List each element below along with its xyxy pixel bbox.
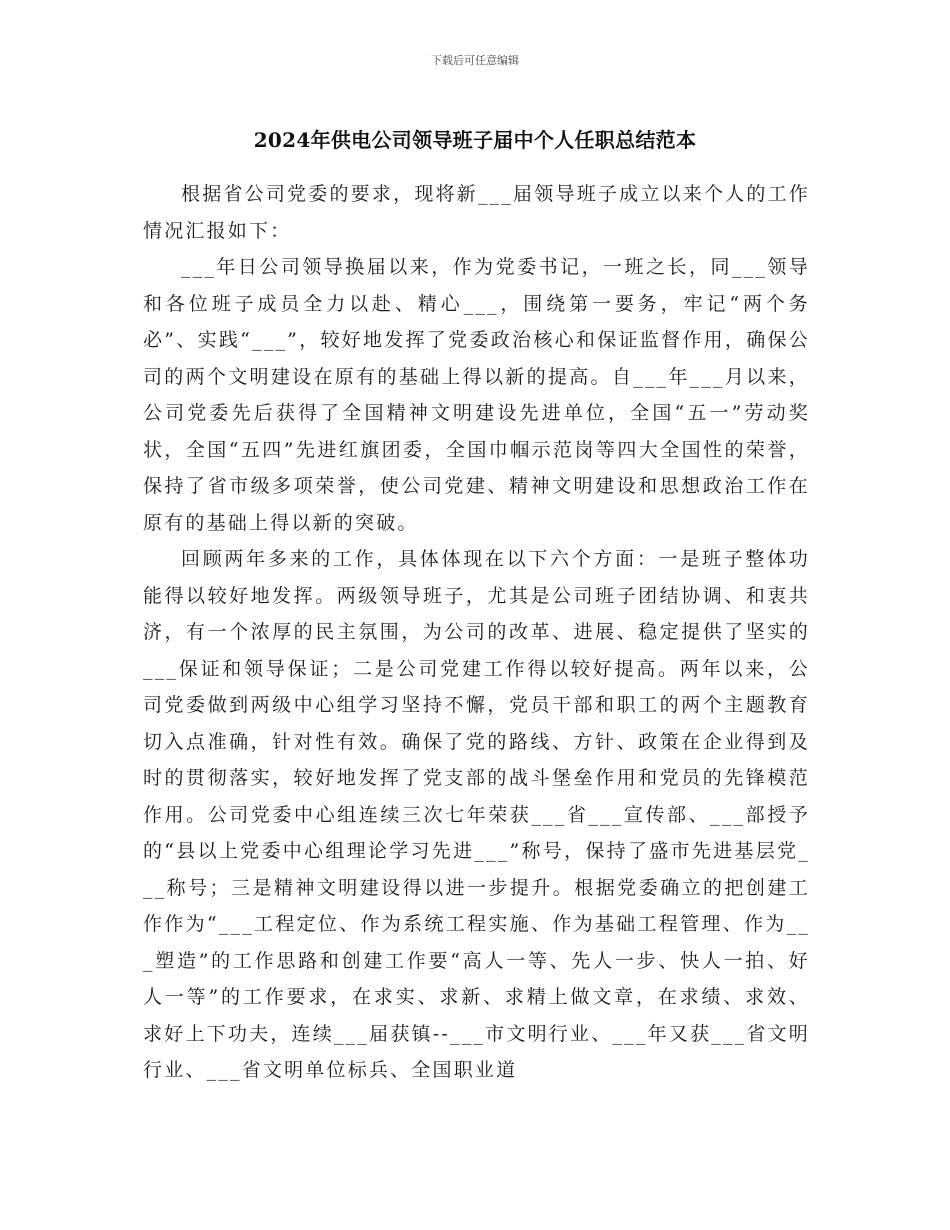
page-header-note: 下载后可任意编辑	[431, 54, 519, 67]
document-title: 2024年供电公司领导班子届中个人任职总结范本	[253, 128, 697, 152]
paragraph-intro: 根据省公司党委的要求，现将新___届领导班子成立以来个人的工作情况汇报如下：	[143, 183, 810, 242]
paragraph-achievements: ___年日公司领导换届以来，作为党委书记，一班之长，同___领导和各位班子成员全力以赴、精心___，围绕第一要务，牢记“两个务必”、实践“___”，较好地发挥了党委政治核心和保证监督作用，确保公司的两个文明建设在原有的基础上得以新的提高。自___年___月以来，公司党委先后获得了全国精神文明建设先进单位，全国“五一”劳动奖状，全国“五四”先进红旗团委，全国巾帼示范岗等四大全国性的荣誉，保持了省市级多项荣誉，使公司党建、精神文明建设和思想政治工作在原有的基础上得以新的突破。	[143, 256, 810, 534]
paragraph-review: 回顾两年多来的工作，具体体现在以下六个方面：一是班子整体功能得以较好地发挥。两级领导班子，尤其是公司班子团结协调、和衷共济，有一个浓厚的民主氛围，为公司的改革、进展、稳定提供了坚实的___保证和领导保证；二是公司党建工作得以较好提高。两年以来，公司党委做到两级中心组学习坚持不懈，党员干部和职工的两个主题教育切入点准确，针对性有效。确保了党的路线、方针、政策在企业得到及时的贯彻落实，较好地发挥了党支部的战斗堡垒作用和党员的先锋模范作用。公司党委中心组连续三次七年荣获___省___宣传部、___部授予的“县以上党委中心组理论学习先进___”称号，保持了盛市先进基层党___称号；三是精神文明建设得以进一步提升。根据党委确立的把创建工作作为“___工程定位、作为系统工程实施、作为基础工程管理、作为___塑造”的工作思路和创建工作要“高人一等、先人一步、快人一拍、好人一等”的工作要求，在求实、求新、求精上做文章，在求绩、求效、求好上下功夫，连续___届获镇--___市文明行业、___年又获___省文明行业、___省文明单位标兵、全国职业道	[143, 548, 810, 1081]
document-body	[143, 176, 810, 1089]
